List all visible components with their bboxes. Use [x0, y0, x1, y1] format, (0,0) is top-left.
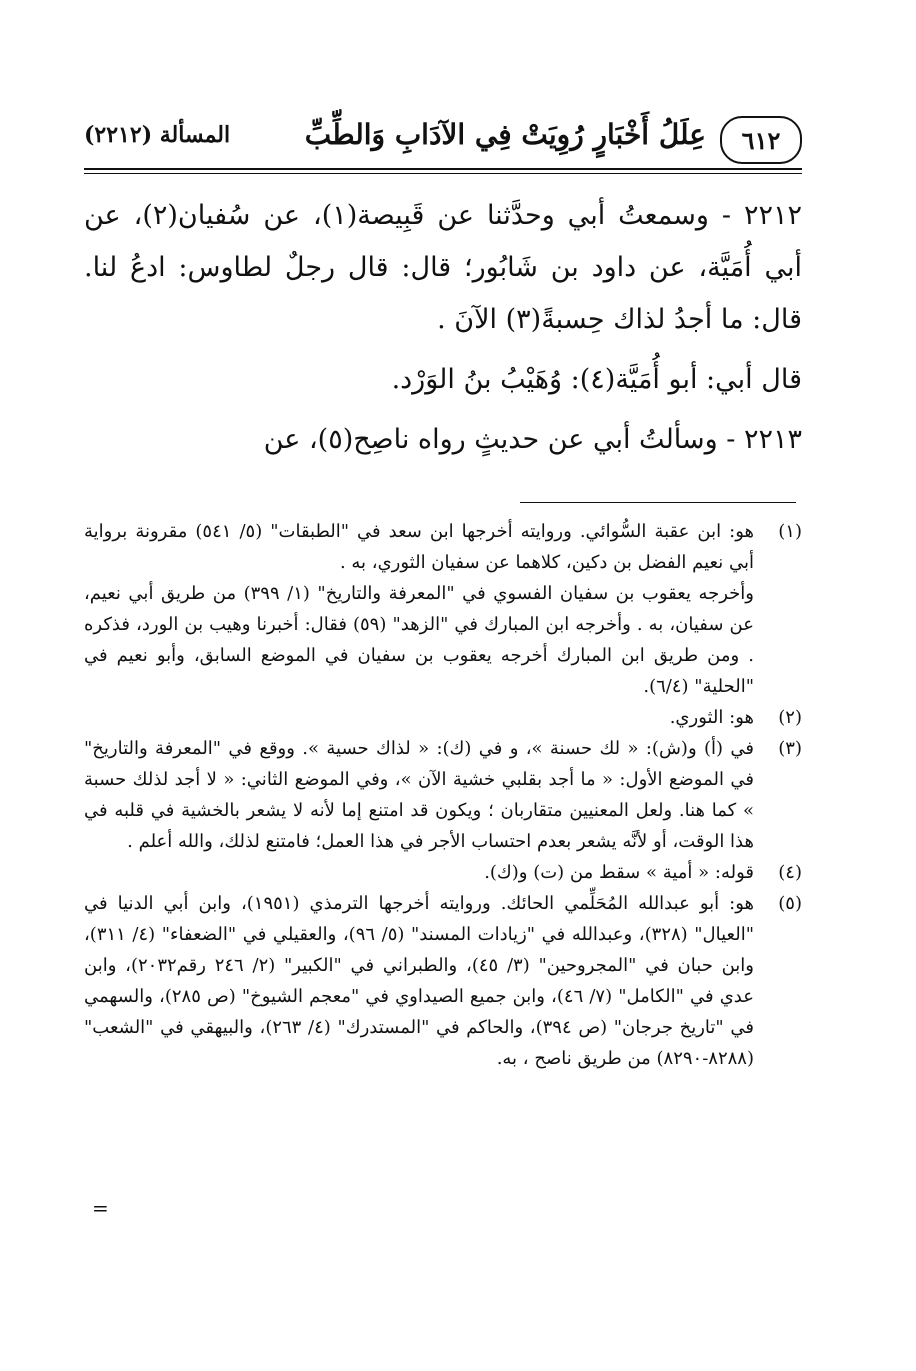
footnote-3	[84, 733, 802, 857]
footnote-body	[84, 702, 754, 733]
footnotes	[84, 516, 802, 1074]
footnote-text: وأخرجه يعقوب بن سفيان الفسوي في "المعرفة والتاريخ" (١/ ٣٩٩) من طريق أبي نعيم، عن سفيان، به . وأخرجه ابن المبارك في "الزهد" (٥٩) فقال: أخبرنا وهيب بن الورد، فذكره . ومن طريق ابن المبارك أخرجه يعقوب بن سفيان في الموضع السابق، وأبو نعيم في "الحلية" (٦/٤).	[84, 583, 755, 697]
abu-comment: قال أبي: أبو أُمَيَّة(٤): وُهَيْبُ بنُ الوَرْد.	[391, 364, 802, 395]
footnote-text: قوله: « أمية » سقط من (ت) و(ك).	[484, 862, 754, 883]
book-title: عِلَلُ أَخْبَارٍ رُوِيَتْ فِي الآدَابِ وَالطِّبِّ	[304, 118, 706, 151]
main-text	[84, 190, 802, 466]
footnote-number: (٢)	[778, 707, 802, 728]
hadith-2213: ٢٢١٣ - وسألتُ أبي عن حديثٍ رواه ناصِح(٥)، عن	[263, 424, 802, 455]
footnote-body	[84, 857, 754, 888]
footnote-text: هو: الثوري.	[669, 707, 754, 728]
header-rule	[84, 168, 802, 170]
footnote-2	[84, 702, 802, 733]
footnote-1	[84, 516, 802, 702]
footnote-number: (٤)	[778, 862, 802, 883]
footnote-separator	[520, 502, 796, 503]
footnote-body	[84, 888, 754, 1074]
page-number: ٦١٢	[720, 116, 802, 164]
footnote-text: هو: ابن عقبة السُّوائي. وروايته أخرجها ابن سعد في "الطبقات" (٥/ ٥٤١) مقرونة برواية أبي نعيم الفضل بن دكين، كلاهما عن سفيان الثوري، به .	[84, 521, 754, 573]
issue-reference: المسألة (٢٢١٢)	[84, 122, 231, 148]
footnote-text: في (أ) و(ش): « لك حسنة »، و في (ك): « لذاك حسية ». ووقع في "المعرفة والتاريخ" في الموضع الأول: « ما أجد بقلبي خشية الآن »، وفي الموضع الثاني: « لا أجد لذلك حسبة » كما هنا. ولعل المعنيين متقاربان ؛ ويكون قد امتنع إما لأنه لا يشعر بالخشية في قلبه في هذا الوقت، أو لأنَّه يشعر بعدم احتساب الأجر في هذا العمل؛ فامتنع لذلك، والله أعلم .	[84, 738, 754, 852]
page-header	[84, 108, 802, 168]
continuation-mark: =	[92, 1196, 109, 1220]
footnote-body	[84, 733, 754, 857]
footnote-4	[84, 857, 802, 888]
header-rule-thin	[84, 173, 802, 174]
footnote-number: (١)	[778, 521, 802, 542]
footnote-text: هو: أبو عبدالله المُحَلِّمي الحائك. وروايته أخرجها الترمذي (١٩٥١)، وابن أبي الدنيا في "العيال" (٣٢٨)، وعبدالله في "زيادات المسند" (٥/ ٩٦)، والعقيلي في "الضعفاء" (٤/ ٣١١)، وابن حبان في "المجروحين" (٣/ ٤٥)، والطبراني في "الكبير" (٢/ ٢٤٦ رقم٢٠٣٢)، وابن عدي في "الكامل" (٧/ ٤٦)، وابن جميع الصيداوي في "معجم الشيوخ" (ص ٢٨٥)، والسهمي في "تاريخ جرجان" (ص ٣٩٤)، والحاكم في "المستدرك" (٤/ ٢٦٣)، والبيهقي في "الشعب" (٨٢٨٨-٨٢٩٠) من طريق ناصح ، به.	[84, 893, 754, 1069]
footnote-body	[84, 516, 754, 702]
hadith-2212: ٢٢١٢ - وسمعتُ أبي وحدَّثنا عن قَبِيصة(١)، عن سُفيان(٢)، عن أبي أُمَيَّة، عن داود بن شَابُور؛ قال: قال رجلٌ لطاوس: ادعُ لنا. قال: ما أجدُ لذاك حِسبةً(٣) الآنَ .	[84, 200, 803, 335]
footnote-5	[84, 888, 802, 1074]
footnote-number: (٣)	[778, 738, 802, 759]
footnote-number: (٥)	[778, 893, 802, 914]
